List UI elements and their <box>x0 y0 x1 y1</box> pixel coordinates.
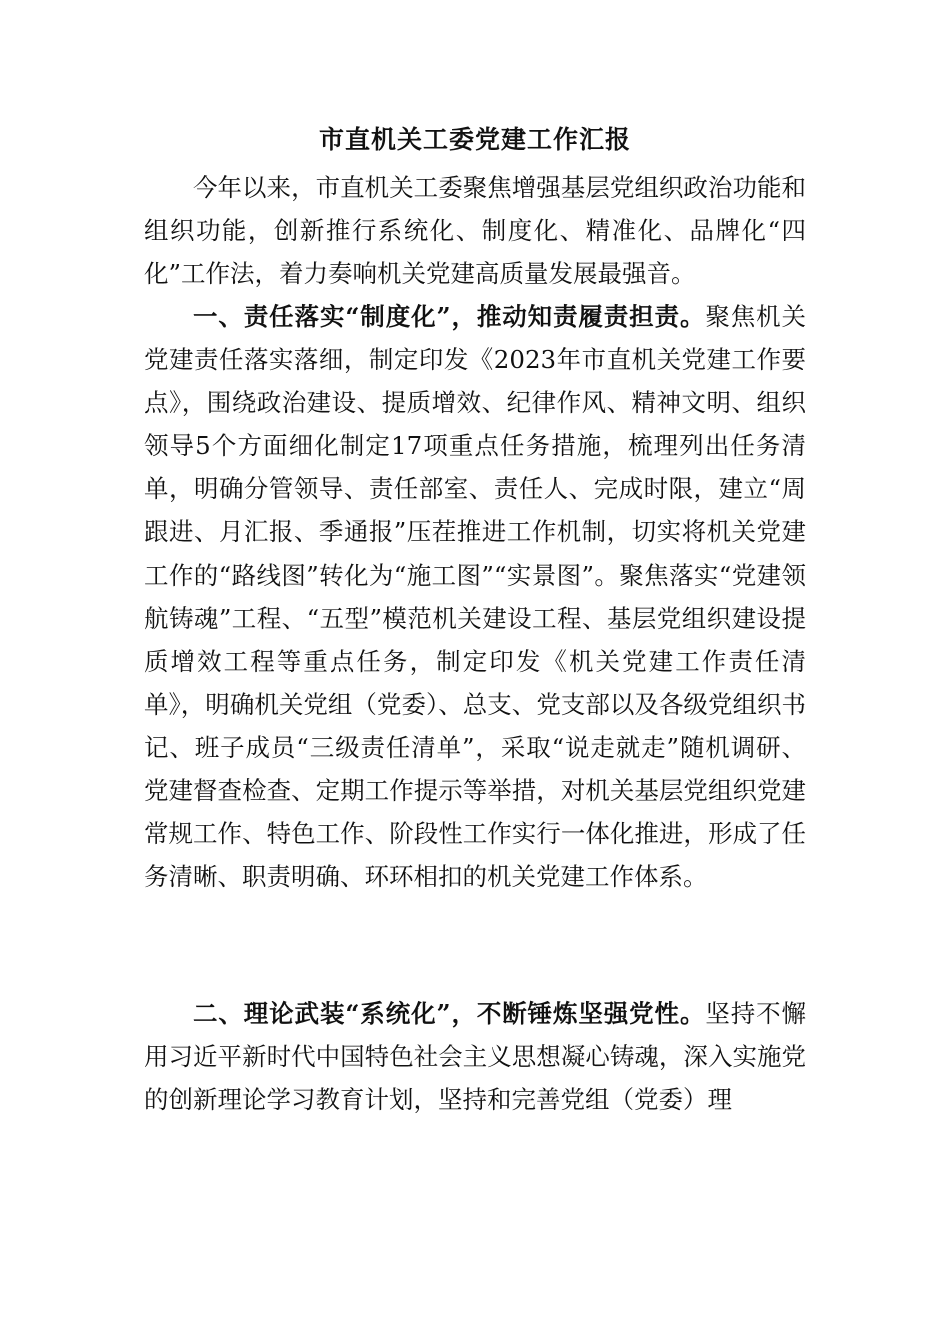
section-2-body: 坚持不懈用习近平新时代中国特色社会主义思想凝心铸魂，深入实施党的创新理论学习教育计划，坚持和完善党组（党委）理 <box>144 999 807 1115</box>
section-1-body: 聚焦机关党建责任落实落细，制定印发《2023年市直机关党建工作要点》，围绕政治建设、提质增效、纪律作风、精神文明、组织领导5个方面细化制定17项重点任务措施，梳理列出任务清单，明确分管领导、责任部室、责任人、完成时限，建立“周跟进、月汇报、季通报”压茬推进工作机制，切实将机关党建工作的“路线图”转化为“施工图”“实景图”。聚焦落实“党建领航铸魂”工程、“五型”模范机关建设工程、基层党组织建设提质增效工程等重点任务，制定印发《机关党建工作责任清单》，明确机关党组（党委）、总支、党支部以及各级党组织书记、班子成员“三级责任清单”，采取“说走就走”随机调研、党建督查检查、定期工作提示等举措，对机关基层党组织党建常规工作、特色工作、阶段性工作实行一体化推进，形成了任务清晰、职责明确、环环相扣的机关党建工作体系。 <box>144 302 807 892</box>
intro-paragraph: 今年以来，市直机关工委聚焦增强基层党组织政治功能和组织功能，创新推行系统化、制度化、精准化、品牌化“四化”工作法，着力奏响机关党建高质量发展最强音。 <box>144 173 806 289</box>
section-1-paragraph <box>144 295 806 898</box>
section-2-heading: 二、理论武装“系统化”，不断锤炼坚强党性。 <box>193 999 706 1028</box>
section-2-paragraph <box>144 992 806 1121</box>
document-title: 市直机关工委党建工作汇报 <box>318 125 631 154</box>
section-1-heading: 一、责任落实“制度化”，推动知责履责担责。 <box>193 302 706 331</box>
